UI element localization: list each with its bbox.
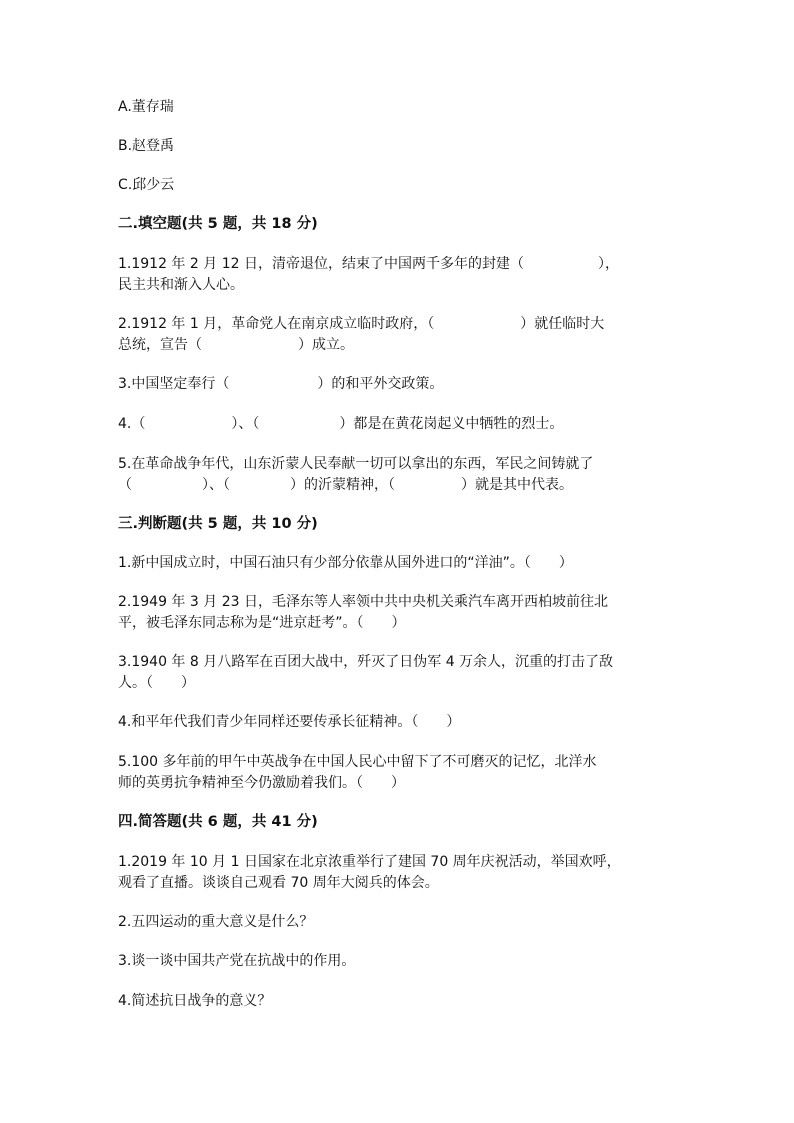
short-q1-line2: 观看了直播。谈谈自己观看 70 周年大阅兵的体会。	[118, 875, 439, 891]
section-2-title: 二.填空题(共 5 题，共 18 分)	[118, 216, 318, 232]
judge-q1: 1.新中国成立时，中国石油只有少部分依靠从国外进口的“洋油”。（ ）	[118, 555, 573, 571]
fill-q5-part-a: （	[118, 477, 132, 493]
option-a: A.董存瑞	[118, 99, 174, 115]
fill-q2-line2-post: ）成立。	[298, 337, 354, 353]
fill-q5-part-d: ）就是其中代表。	[461, 477, 573, 493]
fill-q4-pre: 4.（	[118, 416, 146, 432]
fill-q2-line1	[118, 314, 604, 334]
short-q1-line1: 1.2019 年 10 月 1 日国家在北京浓重举行了建国 70 周年庆祝活动，举国欢呼，	[118, 854, 621, 870]
fill-q3-post: ）的和平外交政策。	[317, 376, 444, 392]
fill-q4	[118, 414, 563, 434]
fill-q2-text-pre: 2.1912 年 1 月，革命党人在南京成立临时政府，（	[118, 316, 435, 332]
judge-q4: 4.和平年代我们青少年同样还要传承长征精神。（ ）	[118, 714, 461, 730]
fill-q5-part-c: ）的沂蒙精神，（	[290, 477, 395, 493]
judge-q2-line1: 2.1949 年 3 月 23 日，毛泽东等人率领中共中央机关乘汽车离开西柏坡前往北	[118, 594, 608, 610]
judge-q5-line2: 师的英勇抗争精神至今仍激励着我们。（ ）	[118, 775, 405, 791]
judge-q3-line2: 人。（ ）	[118, 675, 195, 691]
judge-q2-line2: 平，被毛泽东同志称为是“进京赶考”。（ ）	[118, 615, 406, 631]
fill-q2-text-post: ）就任临时大	[520, 316, 605, 332]
option-b: B.赵登禹	[118, 138, 175, 154]
short-q2: 2.五四运动的重大意义是什么？	[118, 914, 314, 930]
fill-q2-line2-pre: 总统，宣告（	[118, 337, 202, 353]
fill-q4-mid: ）、（	[231, 416, 260, 432]
fill-q3-pre: 3.中国坚定奉行（	[118, 376, 230, 392]
fill-q2-line2	[118, 335, 354, 355]
fill-q5-part-b: ）、（	[202, 477, 230, 493]
fill-q1-line2: 民主共和渐入人心。	[118, 277, 244, 293]
section-3-title: 三.判断题(共 5 题，共 10 分)	[118, 516, 318, 532]
short-q3: 3.谈一谈中国共产党在抗战中的作用。	[118, 953, 356, 969]
fill-q4-post: ）都是在黄花岗起义中牺牲的烈士。	[339, 416, 564, 432]
fill-q1-line1	[118, 254, 619, 274]
section-4-title: 四.简答题(共 6 题，共 41 分)	[118, 814, 318, 830]
fill-q3	[118, 374, 443, 394]
judge-q3-line1: 3.1940 年 8 月八路军在百团大战中，歼灭了日伪军 4 万余人，沉重的打击了敌	[118, 654, 614, 670]
fill-q1-text-post: ），	[597, 256, 619, 272]
fill-q5-line1: 5.在革命战争年代，山东沂蒙人民奉献一切可以拿出的东西，军民之间铸就了	[118, 456, 594, 472]
fill-q5-line2	[118, 475, 573, 495]
fill-q1-text-pre: 1.1912 年 2 月 12 日，清帝退位，结束了中国两千多年的封建（	[118, 256, 524, 272]
judge-q5-line1: 5.100 多年前的甲午中英战争在中国人民心中留下了不可磨灭的记忆，北洋水	[118, 754, 597, 770]
option-c: C.邱少云	[118, 177, 175, 193]
short-q4: 4.简述抗日战争的意义？	[118, 993, 272, 1009]
